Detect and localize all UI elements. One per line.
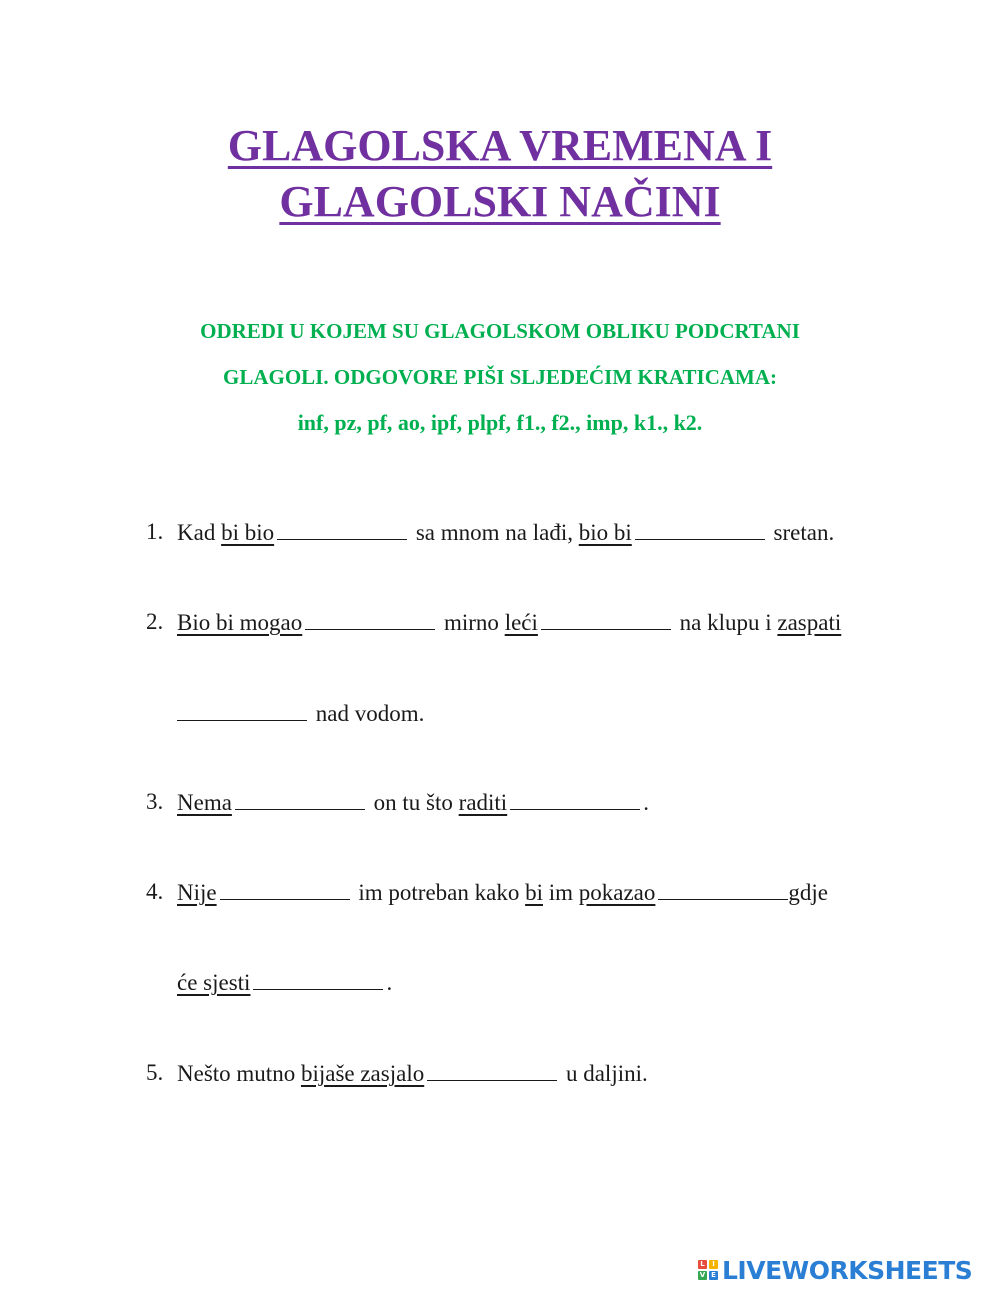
title-line-1: GLAGOLSKA VREMENA I — [227, 121, 773, 170]
underlined-verb: bio bi — [578, 520, 632, 545]
underlined-verb: Bio bi mogao — [177, 610, 303, 635]
underlined-verb: pokazao — [578, 880, 656, 905]
question-text — [177, 1058, 648, 1089]
abbreviations-list: inf, pz, pf, ao, ipf, plpf, f1., f2., imp, k1., k2. — [297, 410, 703, 435]
logo-block: L — [698, 1260, 707, 1269]
answer-blank[interactable] — [305, 607, 435, 630]
plain-text: Kad — [177, 520, 222, 545]
plain-text: sa mnom na lađi, — [410, 520, 579, 545]
instructions — [0, 308, 1000, 446]
plain-text: . — [643, 790, 649, 815]
question-number: 5. — [146, 1060, 164, 1085]
plain-text: Nešto mutno — [177, 1061, 301, 1086]
answer-blank[interactable] — [235, 787, 365, 810]
plain-text: . — [386, 970, 393, 995]
question-number: 4. — [146, 879, 164, 904]
logo-block: I — [709, 1260, 718, 1269]
plain-text: im — [542, 880, 579, 905]
instructions-line-1: ODREDI U KOJEM SU GLAGOLSKOM OBLIKU PODCRTANI — [200, 319, 800, 343]
plain-text: na klupu i — [673, 610, 778, 635]
underlined-verb: bi — [525, 880, 543, 905]
question-number: 2. — [146, 609, 164, 634]
logo-block: V — [699, 1271, 706, 1279]
answer-blank[interactable] — [635, 517, 765, 540]
underlined-verb: zaspati — [777, 610, 842, 635]
underlined-verb: bijaše zasjalo — [300, 1061, 425, 1086]
plain-text: on tu što — [367, 790, 459, 815]
answer-blank[interactable] — [220, 877, 350, 900]
underlined-verb: Nije — [177, 880, 217, 905]
question-number: 1. — [146, 519, 164, 544]
question-text — [177, 787, 649, 818]
underlined-verb: leći — [504, 610, 538, 635]
answer-blank[interactable] — [510, 787, 640, 810]
logo-text: LIVEWORKSHEETS — [722, 1255, 973, 1285]
answer-blank[interactable] — [427, 1058, 557, 1081]
title-line-2: GLAGOLSKI NAČINI — [279, 177, 721, 226]
answer-blank[interactable] — [658, 877, 788, 900]
answer-blank[interactable] — [541, 607, 671, 630]
plain-text: im potreban kako — [352, 880, 526, 905]
answer-blank[interactable] — [177, 698, 307, 721]
logo-block: E — [709, 1271, 718, 1280]
worksheet-title — [0, 118, 1000, 230]
question-text — [177, 698, 424, 729]
answer-blank[interactable] — [277, 517, 407, 540]
underlined-verb: bi bio — [221, 520, 275, 545]
question-text — [177, 877, 828, 908]
question-text — [177, 517, 834, 548]
question-number: 3. — [146, 789, 164, 814]
question-text — [177, 967, 392, 998]
underlined-verb: će sjesti — [177, 970, 251, 995]
logo-blocks-icon — [698, 1260, 718, 1280]
underlined-verb: Nema — [177, 790, 232, 815]
underlined-verb: raditi — [458, 790, 508, 815]
plain-text: sretan. — [767, 520, 835, 545]
plain-text: gdje — [788, 880, 828, 905]
instructions-line-2: GLAGOLI. ODGOVORE PIŠI SLJEDEĆIM KRATICAMA: — [223, 365, 777, 389]
plain-text: u daljini. — [560, 1061, 648, 1086]
plain-text: nad vodom. — [310, 701, 425, 726]
plain-text: mirno — [438, 610, 505, 635]
liveworksheets-logo — [698, 1255, 972, 1285]
answer-blank[interactable] — [253, 967, 383, 990]
question-text — [177, 607, 841, 638]
